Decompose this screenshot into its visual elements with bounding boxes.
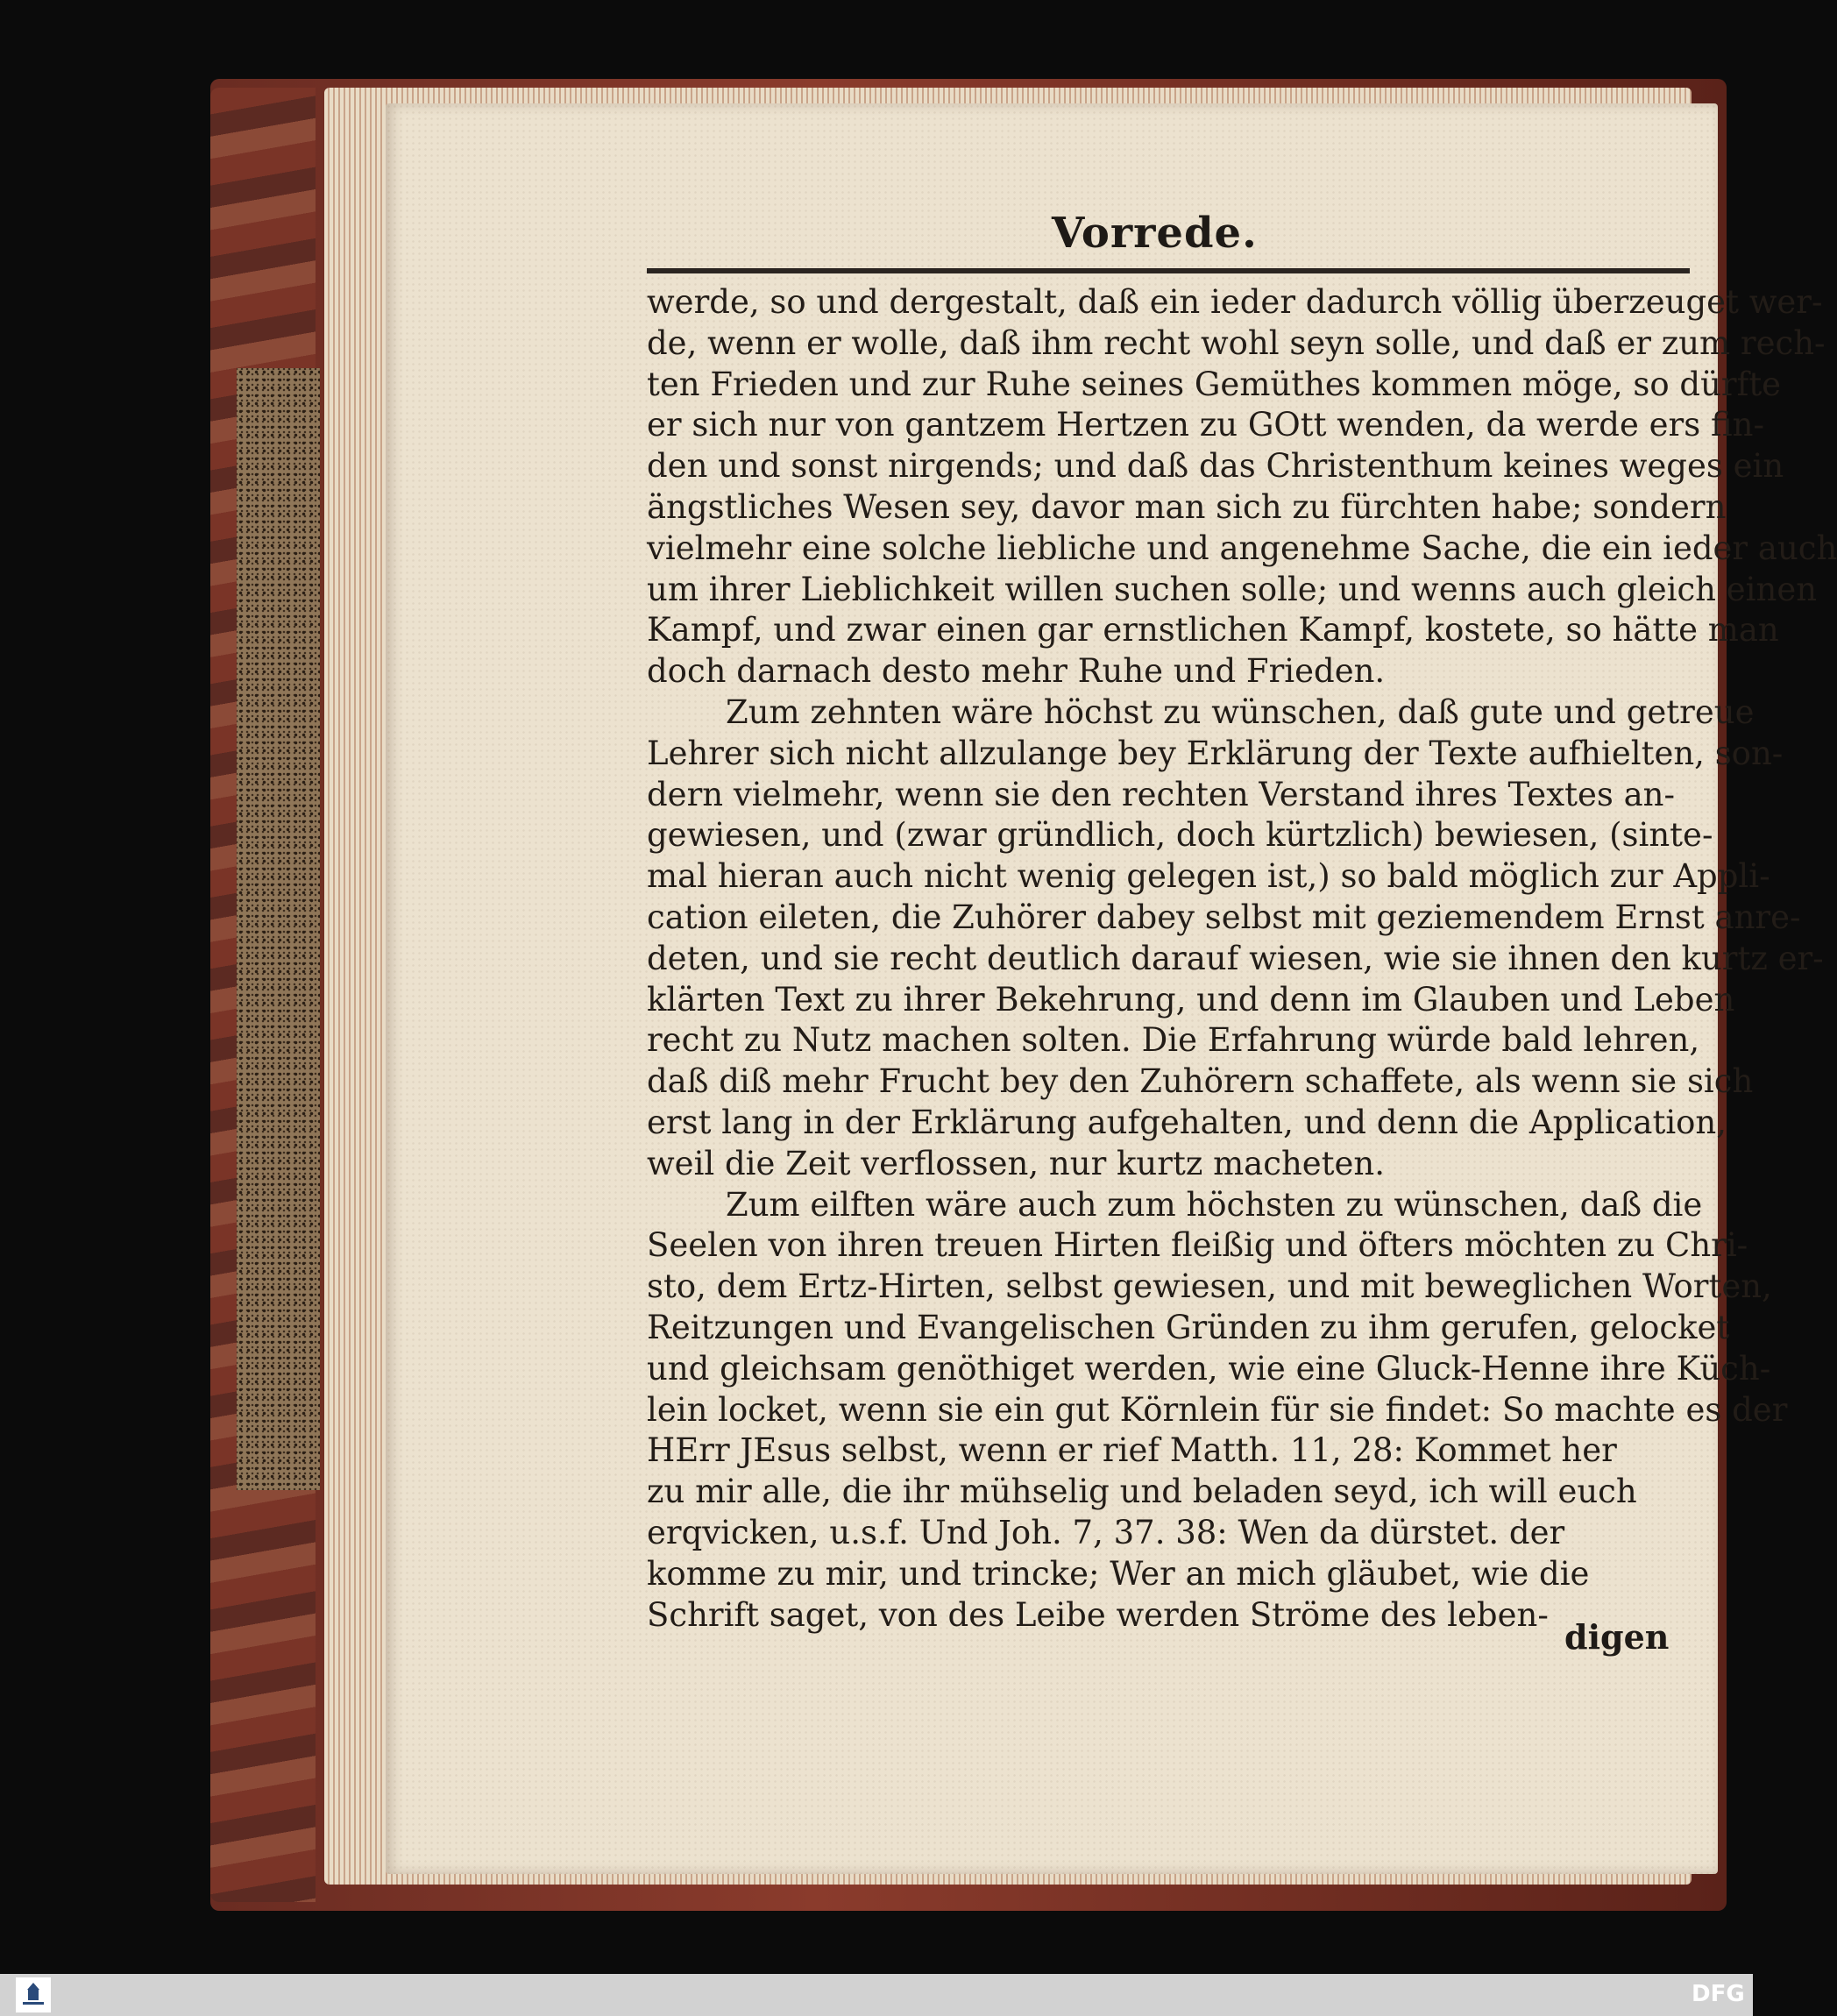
text-line: ten Frieden und zur Ruhe seines Gemüthes kommen möge, so dürfte: [647, 365, 1782, 403]
text-line: doch darnach desto mehr Ruhe und Frieden.: [647, 652, 1386, 691]
dfg-logo: DFG: [1692, 1981, 1745, 2007]
viewer-footer-bar: [0, 1974, 1753, 2016]
text-line: deten, und sie recht deutlich darauf wiesen, wie sie ihnen den kurtz er-: [647, 939, 1824, 977]
text-line: Schrift saget, von des Leibe werden Ströme des leben-: [647, 1595, 1549, 1634]
text-line: er sich nur von gantzem Hertzen zu GOtt wenden, da werde ers fin-: [647, 406, 1764, 444]
text-line: weil die Zeit verflossen, nur kurtz macheten.: [647, 1144, 1386, 1182]
catchword: digen: [1564, 1617, 1670, 1657]
text-line: um ihrer Lieblichkeit willen suchen solle; und wenns auch gleich einen: [647, 570, 1818, 608]
header-rule: [647, 268, 1690, 273]
text-line: mal hieran auch nicht wenig gelegen ist,) so bald möglich zur Appli-: [647, 857, 1770, 896]
text-line: werde, so und dergestalt, daß ein ieder dadurch völlig überzeuget wer-: [647, 283, 1823, 321]
text-line: dern vielmehr, wenn sie den rechten Verstand ihres Textes an-: [647, 775, 1675, 813]
text-line: Zum zehnten wäre höchst zu wünschen, daß gute und getreue: [726, 692, 1755, 731]
text-line: ängstliches Wesen sey, davor man sich zu fürchten habe; sondern: [647, 487, 1727, 526]
text-line: HErr JEsus selbst, wenn er rief Matth. 11, 28: Kommet her: [647, 1431, 1617, 1470]
page-header: Vorrede.: [1052, 209, 1258, 258]
text-line: Lehrer sich nicht allzulange bey Erklärung der Texte aufhielten, son-: [647, 734, 1784, 772]
text-line: cation eileten, die Zuhörer dabey selbst mit geziemendem Ernst anre-: [647, 898, 1801, 936]
text-line: Kampf, und zwar einen gar ernstlichen Kampf, kostete, so hätte man: [647, 611, 1779, 650]
text-line: sto, dem Ertz-Hirten, selbst gewiesen, und mit beweglichen Worten,: [647, 1267, 1772, 1306]
text-line: Seelen von ihren treuen Hirten fleißig und öfters möchten zu Chri-: [647, 1226, 1748, 1265]
text-line: komme zu mir, und trincke; Wer an mich gläubet, wie die: [647, 1554, 1590, 1593]
marbled-board: [237, 368, 320, 1490]
text-line: erqvicken, u.s.f. Und Joh. 7, 37. 38: Wen da dürstet. der: [647, 1513, 1565, 1551]
text-line: klärten Text zu ihrer Bekehrung, und denn im Glauben und Leben: [647, 980, 1735, 1019]
text-line: den und sonst nirgends; und daß das Christenthum keines weges ein: [647, 447, 1784, 486]
text-line: lein locket, wenn sie ein gut Körnlein für sie findet: So machte es der: [647, 1390, 1788, 1429]
text-line: Zum eilften wäre auch zum höchsten zu wünschen, daß die: [726, 1185, 1703, 1224]
body-text: [647, 282, 1837, 1636]
text-line: recht zu Nutz machen solten. Die Erfahrung würde bald lehren,: [647, 1021, 1700, 1060]
text-line: Reitzungen und Evangelischen Gründen zu ihm gerufen, gelocket: [647, 1308, 1730, 1346]
text-line: vielmehr eine solche liebliche und angenehme Sache, die ein ieder auch: [647, 529, 1837, 567]
text-line: gewiesen, und (zwar gründlich, doch kürtzlich) bewiesen, (sinte-: [647, 816, 1713, 855]
text-line: und gleichsam genöthiget werden, wie eine Gluck-Henne ihre Küch-: [647, 1349, 1771, 1388]
text-line: erst lang in der Erklärung aufgehalten, und denn die Application,: [647, 1103, 1727, 1141]
text-line: zu mir alle, die ihr mühselig und beladen seyd, ich will euch: [647, 1473, 1637, 1511]
foundation-logo-icon: [16, 1977, 51, 2012]
text-line: de, wenn er wolle, daß ihm recht wohl seyn solle, und daß er zum rech-: [647, 323, 1826, 362]
text-line: daß diß mehr Frucht bey den Zuhörern schaffete, als wenn sie sich: [647, 1062, 1754, 1101]
